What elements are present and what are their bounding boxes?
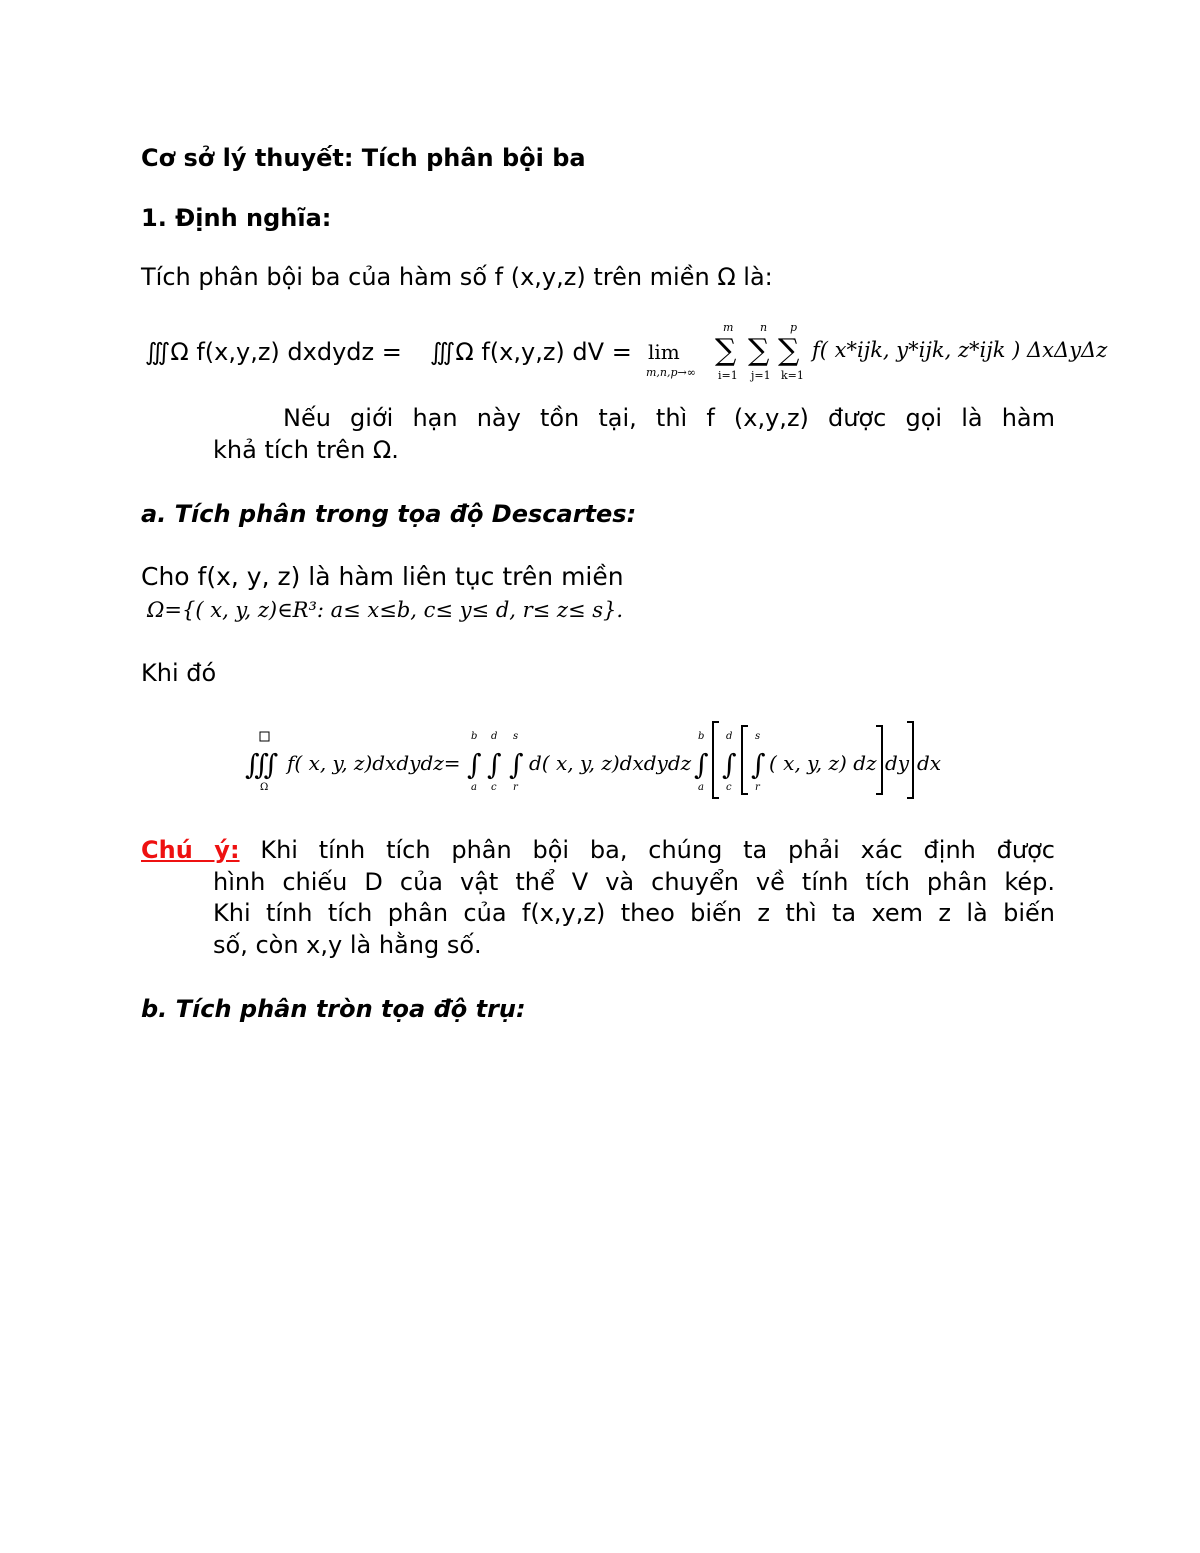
missing-glyph-box [260, 732, 269, 741]
bracket-outer-left [713, 722, 719, 798]
limit-upper-b: b [471, 731, 478, 742]
nested-integral-1: ∫ [694, 748, 709, 781]
integral-1: ∫ [467, 748, 482, 781]
section-definition-heading: 1. Định nghĩa: [141, 204, 332, 232]
nested-upper-b: b [698, 731, 705, 742]
eq1-limit: lim [648, 340, 680, 364]
sum-lower-k: k=1 [781, 369, 804, 382]
eq2-block [245, 718, 965, 812]
eq1-sum-body: f( x*ijk, y*ijk, z*ijk ) ΔxΔyΔz [812, 338, 1108, 362]
eq1-lhs1: ∭Ω f(x,y,z) dxdydz = [145, 338, 402, 366]
nested-lower-c: c [726, 782, 732, 793]
definition-intro: Tích phân bội ba của hàm số f (x,y,z) trên miền Ω là: [141, 263, 773, 291]
nested-integral-2: ∫ [722, 748, 737, 781]
triple-sum-svg [715, 322, 815, 384]
note-line2: hình chiếu D của vật thể V và chuyển về tính tích phân kép. [213, 868, 1055, 896]
eq1-lhs2: ∭Ω f(x,y,z) dV = [430, 338, 632, 366]
note-line4: số, còn x,y là hằng số. [213, 931, 482, 959]
sum-upper-m: m [723, 322, 734, 334]
note-line1-text: Khi tính tích phân bội ba, chúng ta phải xác định được [260, 836, 1055, 864]
iterated-integral-svg [245, 718, 965, 808]
sum-upper-p: p [790, 322, 798, 334]
definition-note-line1: Nếu giới hạn này tồn tại, thì f (x,y,z) được gọi là hàm [283, 404, 1055, 432]
note-label: Chú ý: [141, 836, 240, 864]
sum-upper-n: n [760, 322, 768, 334]
eq2-left: f( x, y, z)dxdydz= [287, 751, 461, 775]
integral-2: ∫ [487, 748, 502, 781]
eq1-sums [715, 322, 805, 388]
descartes-line1: Cho f(x, y, z) là hàm liên tục trên miền [141, 562, 624, 591]
nested-integral-3: ∫ [751, 748, 766, 781]
khi-do-text: Khi đó [141, 659, 217, 687]
descartes-domain-formula: Ω={( x, y, z)∈R³: a≤ x≤b, c≤ y≤ d, r≤ z≤ s}. [147, 598, 624, 622]
nested-upper-s: s [755, 731, 761, 742]
definition-note-line2: khả tích trên Ω. [213, 436, 399, 464]
limit-lower-a: a [471, 782, 477, 793]
sum-sigma-1: ∑ [715, 333, 737, 368]
limit-lower-r: r [513, 782, 518, 793]
limit-upper-d: d [491, 731, 498, 742]
eq2-nested-inner: ( x, y, z) dz [769, 751, 877, 775]
sum-sigma-2: ∑ [748, 333, 770, 368]
sum-lower-i: i=1 [718, 369, 738, 382]
nested-lower-r: r [755, 782, 760, 793]
integral-3: ∫ [509, 748, 524, 781]
eq2-iter: d( x, y, z)dxdydz [529, 751, 692, 775]
eq2-omega: Ω [260, 782, 269, 793]
section-cylindrical-heading: b. Tích phân tròn tọa độ trụ: [141, 995, 526, 1023]
eq2-dx: dx [917, 751, 942, 775]
triple-integral-symbol: ∭ [245, 748, 279, 781]
limit-lower-c: c [491, 782, 497, 793]
eq2-dy: dy [885, 751, 910, 775]
sum-sigma-3: ∑ [778, 333, 800, 368]
limit-upper-s: s [513, 731, 519, 742]
bracket-inner-right [876, 726, 882, 794]
eq1-limit-sub: m,n,p→∞ [646, 366, 696, 379]
sum-lower-j: j=1 [751, 369, 771, 382]
note-line3: Khi tính tích phân của f(x,y,z) theo biến z thì ta xem z là biến [213, 899, 1055, 927]
nested-upper-d: d [726, 731, 733, 742]
nested-lower-a: a [698, 782, 704, 793]
page-title: Cơ sở lý thuyết: Tích phân bội ba [141, 144, 586, 172]
section-descartes-heading: a. Tích phân trong tọa độ Descartes: [141, 500, 637, 528]
note-line1 [141, 835, 1055, 865]
bracket-inner-left [742, 726, 748, 794]
